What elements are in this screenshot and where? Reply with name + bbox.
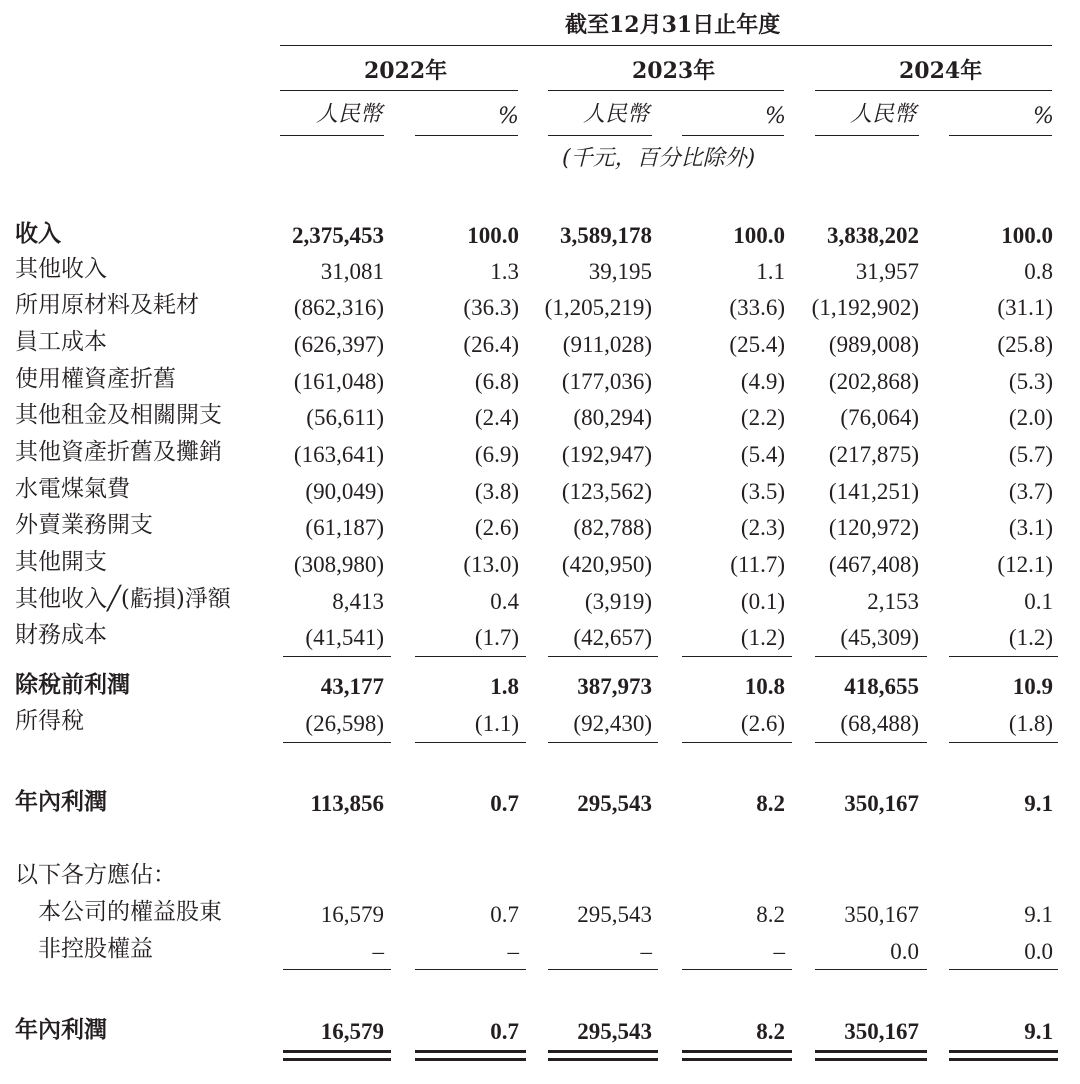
cell-2024-pct: 0.8 [1024, 259, 1053, 284]
cell-2024-rmb: 350,167 [844, 791, 919, 816]
row-label: 除稅前利潤 [15, 671, 130, 698]
currency-label-2024: 人民幣 [850, 102, 917, 127]
cell-2024-pct: 100.0 [1001, 223, 1053, 248]
cell-2022-pct: (1.7) [474, 625, 519, 650]
period-heading: 截至12月31日止年度 [565, 12, 781, 38]
cell-2024-pct: (3.7) [1008, 479, 1053, 504]
cell-2022-rmb: (56,611) [306, 405, 384, 430]
percent-label-2022: % [498, 104, 519, 129]
cell-2023-rmb: 295,543 [577, 791, 652, 816]
cell-2024-rmb: 2,153 [867, 589, 919, 614]
subtotal-rule-2023-rmb [548, 656, 658, 657]
cell-2023-rmb: (1,205,219) [544, 295, 652, 320]
year-rule-2024 [815, 90, 1052, 91]
cell-2023-pct: (25.4) [729, 332, 785, 357]
percent-label-2024: % [1033, 104, 1054, 129]
cell-2023-rmb: (911,028) [562, 332, 652, 357]
cell-2023-pct: 100.0 [733, 223, 785, 248]
cell-2023-pct: 1.1 [756, 259, 785, 284]
cell-2022-rmb: (862,316) [293, 295, 384, 320]
cell-2023-pct: (2.3) [740, 515, 785, 540]
cell-2023-pct: 8.2 [756, 1019, 785, 1044]
cell-2022-pct: 0.4 [490, 589, 519, 614]
row-label: 年內利潤 [15, 1016, 107, 1043]
cell-2023-rmb: – [640, 939, 652, 964]
year-rule-2022 [280, 90, 518, 91]
total-double-rule-2024-pct-b [949, 1058, 1058, 1061]
row-label: 外賣業務開支 [15, 512, 153, 538]
subtotal-rule-2022-rmb [283, 656, 391, 657]
cell-2024-rmb: (76,064) [840, 405, 919, 430]
cell-2024-rmb: (120,972) [828, 515, 919, 540]
row-label: 其他收入╱(虧損)淨額 [15, 586, 231, 612]
row-label: 以下各方應佔： [15, 862, 176, 888]
cell-2023-rmb: (3,919) [584, 589, 652, 614]
cell-2024-pct: (12.1) [997, 552, 1053, 577]
subtotal-rule-2024-rmb [815, 656, 927, 657]
cell-2023-rmb: 387,973 [577, 674, 652, 699]
cell-2024-rmb: 31,957 [855, 259, 919, 284]
cell-2023-rmb: (80,294) [573, 405, 652, 430]
cell-2022-pct: (13.0) [463, 552, 519, 577]
cell-2024-rmb: 350,167 [844, 902, 919, 927]
cell-2023-pct: (3.5) [740, 479, 785, 504]
tax-rule-2023-pct [682, 742, 792, 743]
total-double-rule-2023-rmb-a [548, 1050, 658, 1053]
tax-rule-2024-rmb [815, 742, 927, 743]
cell-2024-pct: 9.1 [1024, 1019, 1053, 1044]
subhead-rule-2024-pct [949, 135, 1052, 136]
total-double-rule-2024-rmb-a [815, 1050, 927, 1053]
cell-2023-pct: (2.2) [740, 405, 785, 430]
unit-note: (千元，百分比除外) [562, 146, 756, 171]
subhead-rule-2022-rmb [280, 135, 384, 136]
cell-2022-rmb: (161,048) [293, 369, 384, 394]
cell-2024-rmb: (202,868) [828, 369, 919, 394]
cell-2024-pct: (1.8) [1008, 711, 1053, 736]
cell-2024-pct: 10.9 [1012, 674, 1053, 699]
cell-2024-rmb: 3,838,202 [827, 223, 919, 248]
row-label: 使用權資產折舊 [15, 366, 176, 392]
row-label: 其他開支 [15, 549, 107, 575]
row-label: 所用原材料及耗材 [15, 292, 199, 318]
cell-2023-pct: (1.2) [740, 625, 785, 650]
cell-2023-pct: (33.6) [729, 295, 785, 320]
row-label: 所得稅 [15, 708, 84, 734]
cell-2024-pct: 0.0 [1024, 939, 1053, 964]
total-double-rule-2024-pct-a [949, 1050, 1058, 1053]
total-double-rule-2022-pct-b [415, 1058, 526, 1061]
row-label: 非控股權益 [38, 936, 153, 962]
year-heading-2024: 2024年 [899, 58, 983, 84]
row-label: 年內利潤 [15, 788, 107, 815]
cell-2022-pct: – [507, 939, 519, 964]
cell-2022-rmb: 2,375,453 [292, 223, 384, 248]
row-label: 其他收入 [15, 256, 107, 282]
cell-2022-pct: 1.8 [490, 674, 519, 699]
row-label: 財務成本 [15, 622, 107, 648]
cell-2024-pct: (3.1) [1008, 515, 1053, 540]
cell-2024-pct: 0.1 [1024, 589, 1053, 614]
cell-2024-rmb: (467,408) [828, 552, 919, 577]
cell-2023-rmb: (82,788) [573, 515, 652, 540]
cell-2023-pct: (2.6) [740, 711, 785, 736]
tax-rule-2022-rmb [283, 742, 391, 743]
cell-2023-pct: (0.1) [740, 589, 785, 614]
tax-rule-2023-rmb [548, 742, 658, 743]
cell-2022-pct: (6.9) [474, 442, 519, 467]
total-double-rule-2022-rmb-b [283, 1058, 391, 1061]
cell-2022-pct: (1.1) [474, 711, 519, 736]
cell-2023-pct: 8.2 [756, 791, 785, 816]
cell-2022-pct: (2.6) [474, 515, 519, 540]
cell-2022-rmb: 16,579 [320, 1019, 384, 1044]
total-double-rule-2023-pct-a [682, 1050, 792, 1053]
currency-label-2023: 人民幣 [583, 102, 650, 127]
subhead-rule-2023-rmb [548, 135, 652, 136]
total-double-rule-2022-pct-a [415, 1050, 526, 1053]
currency-label-2022: 人民幣 [316, 102, 383, 127]
tax-rule-2024-pct [949, 742, 1058, 743]
cell-2022-rmb: – [372, 939, 384, 964]
subtotal-rule-2022-pct [415, 656, 526, 657]
cell-2023-pct: 10.8 [744, 674, 785, 699]
cell-2024-pct: (2.0) [1008, 405, 1053, 430]
total-double-rule-2023-rmb-b [548, 1058, 658, 1061]
attrib-rule-2024-pct [949, 969, 1058, 970]
attrib-rule-2022-rmb [283, 969, 391, 970]
cell-2024-rmb: 350,167 [844, 1019, 919, 1044]
cell-2024-rmb: (68,488) [840, 711, 919, 736]
row-label: 本公司的權益股東 [38, 899, 222, 925]
cell-2022-rmb: (61,187) [305, 515, 384, 540]
cell-2022-pct: 0.7 [490, 791, 519, 816]
cell-2022-rmb: (626,397) [293, 332, 384, 357]
row-label: 水電煤氣費 [15, 476, 130, 502]
subhead-rule-2022-pct [415, 135, 518, 136]
row-label: 其他租金及相關開支 [15, 402, 222, 428]
cell-2022-pct: 100.0 [467, 223, 519, 248]
subtotal-rule-2024-pct [949, 656, 1058, 657]
cell-2022-rmb: (26,598) [305, 711, 384, 736]
cell-2023-rmb: (420,950) [561, 552, 652, 577]
cell-2024-pct: (25.8) [997, 332, 1053, 357]
cell-2024-rmb: (989,008) [828, 332, 919, 357]
cell-2023-pct: 8.2 [756, 902, 785, 927]
cell-2024-pct: 9.1 [1024, 791, 1053, 816]
cell-2022-rmb: (41,541) [305, 625, 384, 650]
cell-2024-pct: 9.1 [1024, 902, 1053, 927]
attrib-rule-2023-rmb [548, 969, 658, 970]
cell-2022-rmb: (308,980) [293, 552, 384, 577]
cell-2022-pct: 0.7 [490, 902, 519, 927]
cell-2024-pct: (31.1) [997, 295, 1053, 320]
cell-2023-pct: (5.4) [740, 442, 785, 467]
attrib-rule-2024-rmb [815, 969, 927, 970]
percent-label-2023: % [765, 104, 786, 129]
cell-2022-rmb: 113,856 [310, 791, 384, 816]
tax-rule-2022-pct [415, 742, 526, 743]
cell-2023-rmb: 39,195 [588, 259, 652, 284]
cell-2023-rmb: (123,562) [561, 479, 652, 504]
subhead-rule-2023-pct [682, 135, 784, 136]
row-label: 收入 [15, 220, 61, 247]
total-double-rule-2023-pct-b [682, 1058, 792, 1061]
cell-2022-rmb: 8,413 [332, 589, 384, 614]
cell-2023-rmb: (42,657) [573, 625, 652, 650]
cell-2022-pct: (36.3) [463, 295, 519, 320]
cell-2022-pct: (26.4) [463, 332, 519, 357]
period-rule [280, 45, 1052, 46]
cell-2023-rmb: 3,589,178 [560, 223, 652, 248]
cell-2023-rmb: (92,430) [573, 711, 652, 736]
subtotal-rule-2023-pct [682, 656, 792, 657]
cell-2024-rmb: (1,192,902) [811, 295, 919, 320]
cell-2023-pct: – [773, 939, 785, 964]
cell-2022-rmb: 43,177 [320, 674, 384, 699]
cell-2024-rmb: 418,655 [844, 674, 919, 699]
year-rule-2023 [548, 90, 784, 91]
cell-2023-rmb: (177,036) [561, 369, 652, 394]
cell-2022-rmb: (90,049) [305, 479, 384, 504]
cell-2023-rmb: 295,543 [577, 902, 652, 927]
year-heading-2023: 2023年 [632, 58, 716, 84]
attrib-rule-2022-pct [415, 969, 526, 970]
cell-2024-pct: (5.3) [1008, 369, 1053, 394]
cell-2022-rmb: 31,081 [320, 259, 384, 284]
cell-2022-pct: (3.8) [474, 479, 519, 504]
cell-2024-rmb: (45,309) [840, 625, 919, 650]
total-double-rule-2024-rmb-b [815, 1058, 927, 1061]
cell-2024-rmb: 0.0 [890, 939, 919, 964]
row-label: 員工成本 [15, 329, 107, 355]
cell-2023-rmb: 295,543 [577, 1019, 652, 1044]
subhead-rule-2024-rmb [815, 135, 919, 136]
cell-2024-pct: (5.7) [1008, 442, 1053, 467]
total-double-rule-2022-rmb-a [283, 1050, 391, 1053]
cell-2023-rmb: (192,947) [561, 442, 652, 467]
cell-2022-pct: (6.8) [474, 369, 519, 394]
cell-2022-pct: (2.4) [474, 405, 519, 430]
cell-2023-pct: (11.7) [730, 552, 785, 577]
cell-2024-rmb: (217,875) [828, 442, 919, 467]
cell-2024-pct: (1.2) [1008, 625, 1053, 650]
cell-2023-pct: (4.9) [740, 369, 785, 394]
attrib-rule-2023-pct [682, 969, 792, 970]
cell-2022-pct: 1.3 [490, 259, 519, 284]
cell-2022-pct: 0.7 [490, 1019, 519, 1044]
row-label: 其他資產折舊及攤銷 [15, 439, 222, 465]
cell-2022-rmb: (163,641) [293, 442, 384, 467]
year-heading-2022: 2022年 [364, 58, 448, 84]
cell-2024-rmb: (141,251) [828, 479, 919, 504]
cell-2022-rmb: 16,579 [320, 902, 384, 927]
